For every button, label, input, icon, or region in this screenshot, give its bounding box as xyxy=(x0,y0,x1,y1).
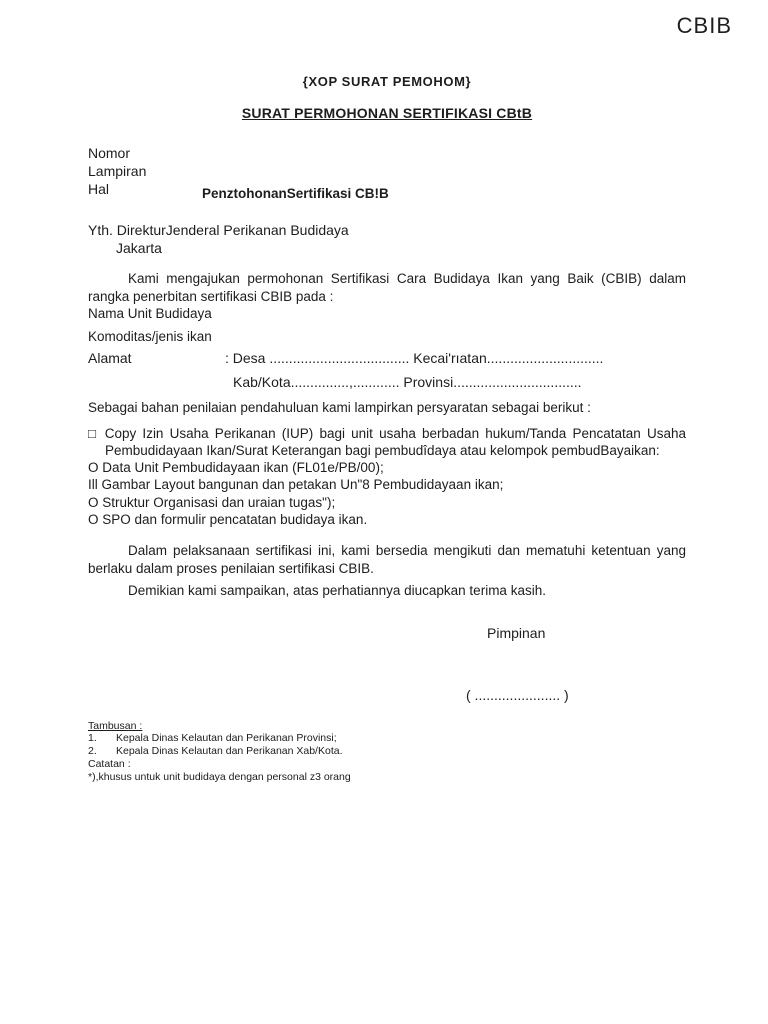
hal-row xyxy=(88,181,686,203)
requirement-item xyxy=(88,425,686,460)
hal-label: Hal xyxy=(88,181,110,197)
requirement-text: Copy Izin Usaha Perikanan (IUP) bagi unit usaha berbadan hukum/Tanda Pencatatan Usaha Pembudidayaan Ikan/Surat Keterangan bagi pembudîdaya atau kelompok pembudBayaikan: xyxy=(104,425,686,458)
tambusan-label: Tambusan : xyxy=(88,719,143,732)
letter-footer xyxy=(88,720,686,784)
opening-paragraph: Kami mengajukan permohonan Sertifikasi Cara Budidaya Ikan yang Baik (CBIB) dalam rangka penerbitan sertifikasi CBIB pada : xyxy=(88,271,686,304)
recipient-line2: Jakarta xyxy=(116,240,162,256)
letterhead-placeholder: {XOP SURAT PEMOHOM} xyxy=(302,74,472,89)
tambusan-item-text: Kepala Dinas Kelautan dan Perikanan Provinsi; xyxy=(116,732,337,745)
field-alamat-row xyxy=(88,349,686,367)
circle-bullet-icon: O xyxy=(88,494,99,510)
catatan-text: *),khusus untuk unit budidaya dengan personal z3 orang xyxy=(88,770,351,783)
requirements-intro: Sebagai bahan penilaian pendahuluan kami lampirkan persyaratan sebagai berikut : xyxy=(88,400,591,415)
tambusan-item-number: 2. xyxy=(88,744,97,757)
requirement-text: Data Unit Pembudidayaan ikan (FL01e/PB/00); xyxy=(102,460,384,476)
closing-paragraph-2: Demikian kami sampaikan, atas perhatiannya diucapkan terima kasih. xyxy=(128,583,546,599)
circle-bullet-icon: O xyxy=(88,460,99,476)
signature-name-line: ( ...................... ) xyxy=(466,686,569,703)
corner-mark: CBIB xyxy=(676,13,732,38)
signature-title: Pimpinan xyxy=(487,624,546,641)
catatan-label: Catatan : xyxy=(88,758,131,771)
alamat-line1: : Desa .................................... Kecai'rıatan.............................. xyxy=(225,350,604,366)
alamat-line2: Kab/Kota...............,............ Provinsi................................. xyxy=(233,374,582,390)
field-komoditas: Komoditas/jenis ikan xyxy=(88,329,212,344)
requirement-item xyxy=(88,511,686,528)
letter-meta xyxy=(88,145,686,203)
requirement-item xyxy=(88,459,686,476)
recipient-line1: Yth. DirekturJenderal Perikanan Budidaya xyxy=(88,222,349,238)
nomor-label: Nomor xyxy=(88,145,131,161)
requirement-text: Struktur Organisasi dan uraian tugas"); xyxy=(102,494,336,510)
recipient-block xyxy=(88,221,686,257)
lampiran-label: Lampiran xyxy=(88,163,147,179)
marked-checkbox-icon: Ill xyxy=(88,477,98,493)
alamat-label: Alamat xyxy=(88,350,132,366)
requirements-list xyxy=(88,425,686,529)
requirement-item xyxy=(88,476,686,493)
tambusan-item xyxy=(88,732,686,745)
hal-value: PenztohonanSertifikasi CB!B xyxy=(202,186,389,201)
closing-paragraph-1: Dalam pelaksanaan sertifikasi ini, kami bersedia mengikuti dan mematuhi ketentuan yang berlaku dalam proses penilaian sertifikasi CBIB. xyxy=(88,543,686,576)
field-nama-unit-budidaya: Nama Unit Budidaya xyxy=(88,306,212,321)
requirement-text: Gambar Layout bangunan dan petakan Un"8 Pembudidayaan ikan; xyxy=(101,477,504,493)
requirement-text: SPO dan formulir pencatatan budidaya ikan. xyxy=(102,511,368,527)
checkbox-icon: □ xyxy=(88,425,99,441)
tambusan-item-text: Kepala Dinas Kelautan dan Perikanan Xab/Kota. xyxy=(116,744,343,757)
requirement-item xyxy=(88,494,686,511)
tambusan-item xyxy=(88,745,686,758)
document-title: SURAT PERMOHONAN SERTIFIKASI CBtB xyxy=(241,105,533,121)
tambusan-item-number: 1. xyxy=(88,732,97,745)
circle-bullet-icon: O xyxy=(88,511,99,527)
